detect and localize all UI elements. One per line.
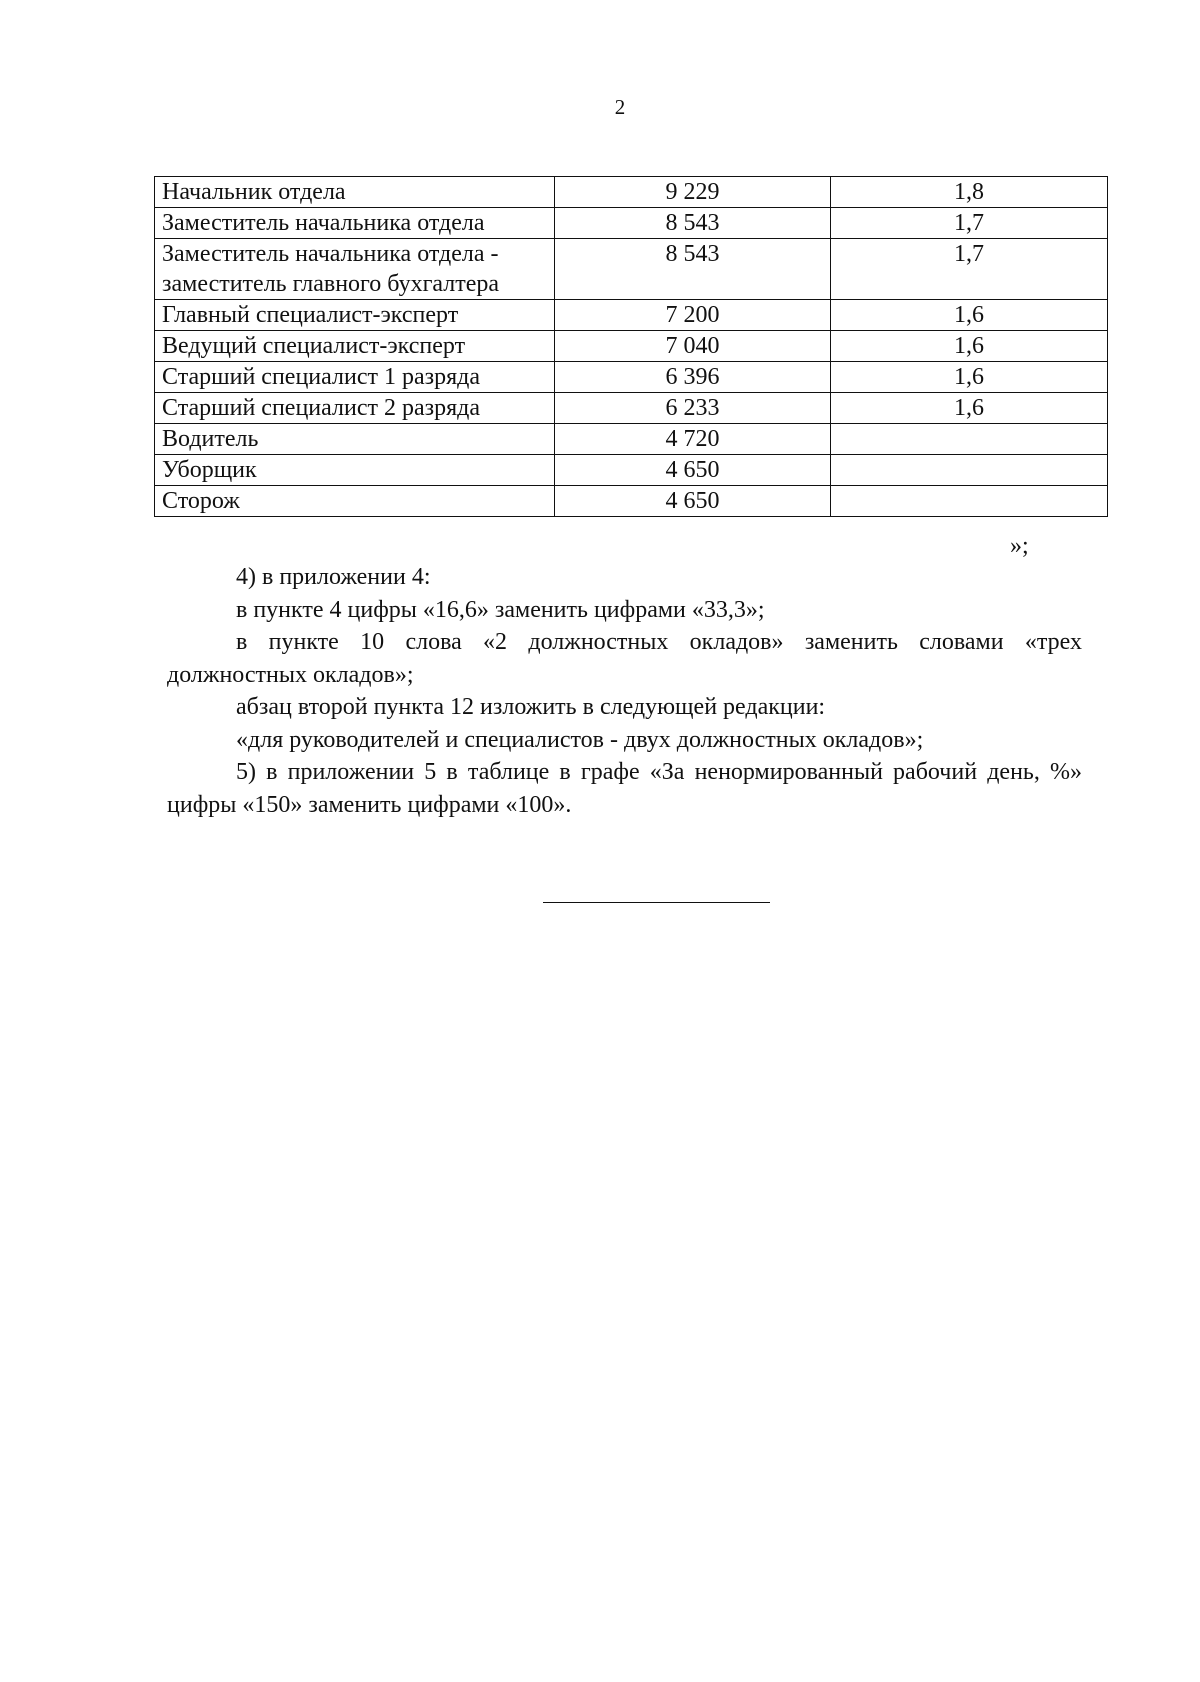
- coefficient-cell: 1,6: [831, 300, 1108, 331]
- table-row: [155, 177, 1108, 208]
- paragraph: «для руководителей и специалистов - двух должностных окладов»;: [236, 726, 924, 753]
- paragraph: в пункте 10 слова «2 должностных окладов» заменить словами «трех должностных окладов»;: [167, 629, 1082, 688]
- table-row: [155, 331, 1108, 362]
- table-row: [155, 300, 1108, 331]
- table-row: [155, 362, 1108, 393]
- coefficient-cell: [831, 486, 1108, 517]
- table-row: [155, 424, 1108, 455]
- paragraph: в пункте 4 цифры «16,6» заменить цифрами «33,3»;: [236, 596, 765, 623]
- position-cell: Старший специалист 2 разряда: [155, 393, 555, 424]
- coefficient-cell: [831, 455, 1108, 486]
- salary-cell: 6 233: [555, 393, 831, 424]
- paragraph: 5) в приложении 5 в таблице в графе «За ненормированный рабочий день, %» цифры «150» заменить цифрами «100».: [167, 759, 1082, 818]
- end-rule: [543, 902, 770, 903]
- coefficient-cell: 1,6: [831, 362, 1108, 393]
- page-number: 2: [614, 95, 626, 119]
- position-cell: Заместитель начальника отдела - заместитель главного бухгалтера: [155, 239, 555, 300]
- salary-cell: 8 543: [555, 208, 831, 239]
- salary-cell: 8 543: [555, 239, 831, 300]
- salary-table: [154, 176, 1108, 517]
- coefficient-cell: 1,7: [831, 239, 1108, 300]
- salary-cell: 4 720: [555, 424, 831, 455]
- coefficient-cell: 1,8: [831, 177, 1108, 208]
- salary-cell: 4 650: [555, 455, 831, 486]
- coefficient-cell: 1,7: [831, 208, 1108, 239]
- table-row: [155, 208, 1108, 239]
- salary-cell: 7 200: [555, 300, 831, 331]
- position-cell: Начальник отдела: [155, 177, 555, 208]
- position-cell: Старший специалист 1 разряда: [155, 362, 555, 393]
- salary-cell: 7 040: [555, 331, 831, 362]
- amendment-text: [167, 561, 1082, 821]
- table-row: [155, 455, 1108, 486]
- paragraph: абзац второй пункта 12 изложить в следующей редакции:: [236, 694, 826, 720]
- position-cell: Уборщик: [155, 455, 555, 486]
- table-body: [155, 177, 1108, 517]
- coefficient-cell: [831, 424, 1108, 455]
- salary-cell: 4 650: [555, 486, 831, 517]
- coefficient-cell: 1,6: [831, 393, 1108, 424]
- coefficient-cell: 1,6: [831, 331, 1108, 362]
- position-cell: Главный специалист-эксперт: [155, 300, 555, 331]
- position-cell: Водитель: [155, 424, 555, 455]
- paragraph: 4) в приложении 4:: [236, 564, 431, 590]
- position-cell: Ведущий специалист-эксперт: [155, 331, 555, 362]
- salary-cell: 6 396: [555, 362, 831, 393]
- table-row: [155, 393, 1108, 424]
- salary-cell: 9 229: [555, 177, 831, 208]
- closing-quote: »;: [1010, 533, 1029, 559]
- table-row: [155, 239, 1108, 300]
- table-row: [155, 486, 1108, 517]
- position-cell: Сторож: [155, 486, 555, 517]
- position-cell: Заместитель начальника отдела: [155, 208, 555, 239]
